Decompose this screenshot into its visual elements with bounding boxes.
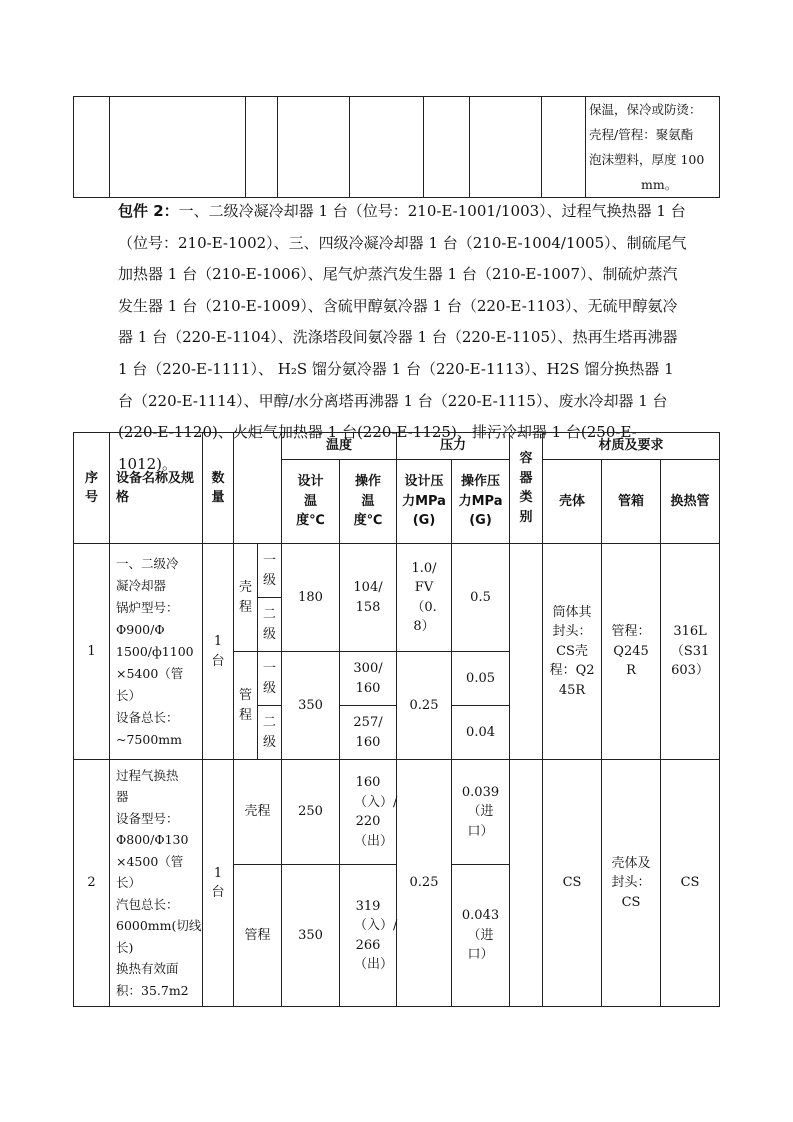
row2-tube-op-pressure: 0.043（进口） [452,865,510,1007]
header-box: 管箱 [602,460,661,544]
top-table-fragment [73,96,720,198]
row2-vessel [510,760,543,1007]
package-text: 一、二级冷凝冷却器 1 台（位号：210-E-1001/1003）、过程气换热器 1 台（位号：210-E-1002）、三、四级冷凝冷却器 1 台（210-E-1004/1005）、制硫尾气加热器 1 台（210-E-1006）、尾气炉蒸汽发生器 1 台（210-E-1007）、制硫炉蒸汽发生器 1 台（210-E-1009）、含硫甲醇氨冷器 1 台（220-E-1103）、无硫甲醇氨冷器 1 台（220-E-1104）、洗涤塔段间氨冷器 1 台（220-E-1105）、热再生塔再沸器 1 台（220-E-1111）、 H₂S 馏分氨冷器 1 台（220-E-1113）、H2S 馏分换热器 1 台（220-E-1114）、甲醇/水分离塔再沸器 1 台（220-E-1115）、废水冷却器 1 台(220-E-1120)、火炬气加热器 1 台(220-E-1125)、排污冷却器 1 台(250-E-1012)。 [118,202,687,473]
row1-name: 一、二级冷 凝冷却器 锅炉型号： Φ900/Φ 1500/ф1100 ×5400（管 长） 设备总长： ~7500mm [110,544,203,760]
row1-qty: 1台 [203,544,234,760]
package-label: 包件 2： [118,202,179,220]
header-material: 材质及要求 [543,433,720,460]
row2-shell-design-temp: 250 [282,760,340,865]
header-op-temp: 操作温度℃ [340,460,397,544]
empty-cell [350,97,424,198]
insulation-note: 保温，保冷或防烫： 壳程/管程：聚氨酯 泡沫塑料，厚度 100 mm。 [586,97,720,198]
row1-shell-design-pressure: 1.0/FV（0.8） [397,544,452,652]
row1-shell-level2: 二级 [258,598,282,652]
header-shell: 壳体 [543,460,602,544]
row1-tube-material: 316L（S31603） [661,544,720,760]
row1-tube-level1: 一级 [258,652,282,706]
row1-tube-op-temp-1: 300/160 [340,652,397,706]
row1-tube-op-pressure-1: 0.05 [452,652,510,706]
header-name: 设备名称及规格 [110,433,203,544]
header-side-blank [234,433,282,544]
header-design-temp: 设计温度℃ [282,460,340,544]
row2-seq: 2 [74,760,110,1007]
row1-shell-side: 壳程 [234,544,258,652]
row1-box-material: 管程：Q245R [602,544,661,760]
empty-cell [470,97,542,198]
row2-qty: 1台 [203,760,234,1007]
row1-tube-design-temp: 350 [282,652,340,760]
empty-cell [110,97,246,198]
row1-tube-op-pressure-2: 0.04 [452,706,510,760]
header-temp: 温度 [282,433,397,460]
row2-name: 过程气换热 器 设备型号： Φ800/Φ130 ×4500（管 长） 汽包总长： 6000mm(切线 长) 换热有效面 积：35.7m2 [110,760,203,1007]
row2-box-material: 壳体及封头：CS [602,760,661,1007]
row1-shell-op-pressure: 0.5 [452,544,510,652]
row1-shell-op-temp: 104/158 [340,544,397,652]
header-vessel: 容器类别 [510,433,543,544]
row1-vessel [510,544,543,760]
row1-tube-design-pressure: 0.25 [397,652,452,760]
row1-tube-side: 管程 [234,652,258,760]
equipment-spec-table [73,432,720,1007]
row2-tube-design-temp: 350 [282,865,340,1007]
row1-shell-material: 筒体其封头：CS壳程：Q245R [543,544,602,760]
row2-shell-op-temp: 160（入）/220（出） [340,760,397,865]
row2-shell-op-pressure: 0.039（进口） [452,760,510,865]
row2-shell-side: 壳程 [234,760,282,865]
row1-shell-design-temp: 180 [282,544,340,652]
row1-shell-level1: 一级 [258,544,282,598]
empty-cell [74,97,110,198]
row1-seq: 1 [74,544,110,760]
row2-tube-op-temp: 319（入）/266（出） [340,865,397,1007]
header-design-pressure: 设计压力MPa(G) [397,460,452,544]
empty-cell [542,97,586,198]
row2-tube-material: CS [661,760,720,1007]
header-qty: 数量 [203,433,234,544]
row2-design-pressure: 0.25 [397,760,452,1007]
header-pressure: 压力 [397,433,510,460]
row2-tube-side: 管程 [234,865,282,1007]
empty-cell [424,97,470,198]
header-tube: 换热管 [661,460,720,544]
row2-shell-material: CS [543,760,602,1007]
row1-tube-level2: 二级 [258,706,282,760]
header-seq: 序号 [74,433,110,544]
row1-tube-op-temp-2: 257/160 [340,706,397,760]
empty-cell [246,97,278,198]
header-op-pressure: 操作压力MPa(G) [452,460,510,544]
empty-cell [278,97,350,198]
